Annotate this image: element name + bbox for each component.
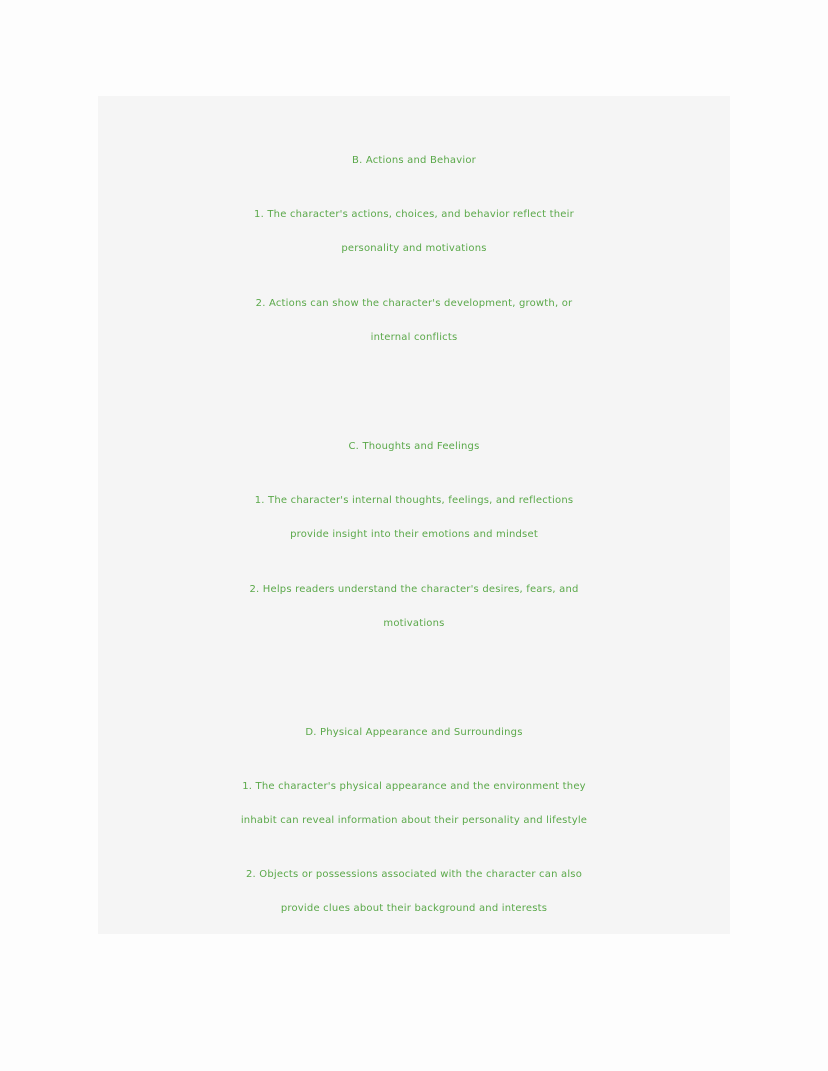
- section-b-point-1-line-2: personality and motivations: [341, 243, 487, 254]
- section-b-point-2-line-2: internal conflicts: [370, 332, 458, 343]
- section-b-heading: B. Actions and Behavior: [352, 155, 476, 166]
- section-c-point-2-line-1: 2. Helps readers understand the character's desires, fears, and: [249, 584, 579, 595]
- section-c-point-2-line-2: motivations: [383, 618, 445, 629]
- section-d-point-2-line-2: provide clues about their background and interests: [280, 903, 548, 914]
- section-c-point-1-line-2: provide insight into their emotions and mindset: [290, 529, 538, 540]
- section-b-point-2-line-1: 2. Actions can show the character's development, growth, or: [255, 298, 573, 309]
- section-d-heading: D. Physical Appearance and Surroundings: [305, 727, 523, 738]
- section-d-point-1-line-1: 1. The character's physical appearance and the environment they: [242, 781, 586, 792]
- document-panel: [98, 96, 730, 934]
- section-c-point-1-line-1: 1. The character's internal thoughts, feelings, and reflections: [254, 495, 574, 506]
- section-b-point-1-line-1: 1. The character's actions, choices, and behavior reflect their: [254, 209, 574, 220]
- section-d-point-2-line-1: 2. Objects or possessions associated with the character can also: [245, 869, 583, 880]
- section-c-heading: C. Thoughts and Feelings: [348, 441, 480, 452]
- section-d-point-1-line-2: inhabit can reveal information about their personality and lifestyle: [240, 815, 588, 826]
